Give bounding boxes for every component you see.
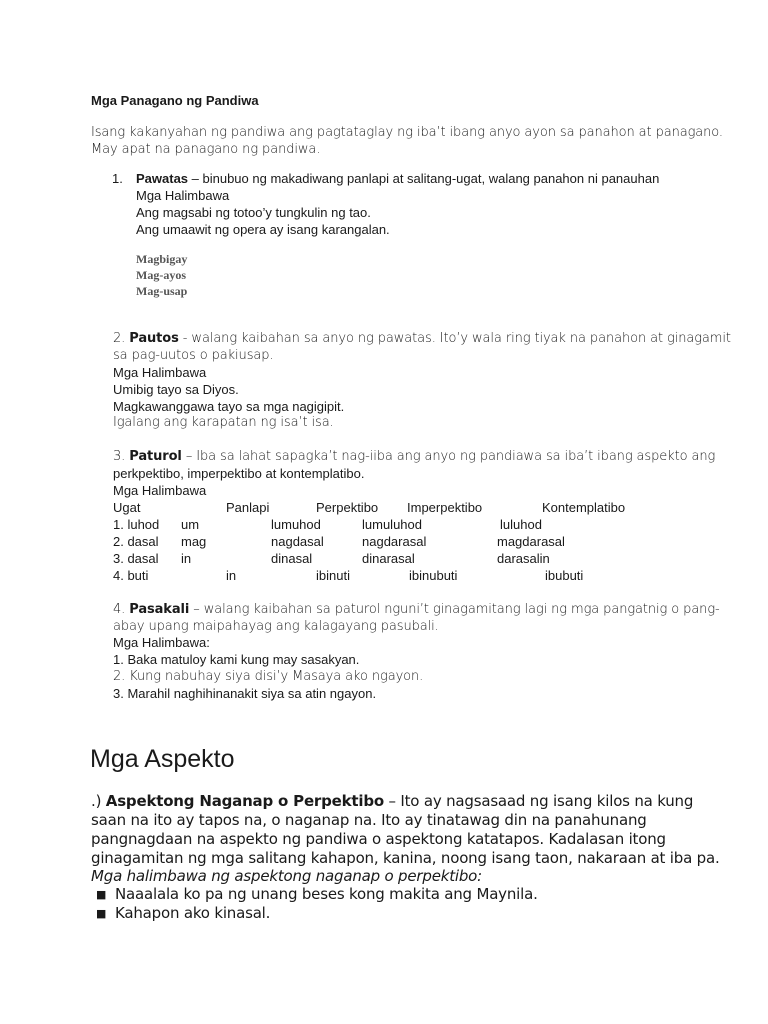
pawatas-number: 1. [112, 171, 123, 186]
table-cell: ibubuti [545, 568, 584, 583]
aspekto-term: Aspektong Naganap o Perpektibo [105, 792, 384, 810]
paturol-definition [113, 449, 715, 464]
table-cell: ibinuti [316, 568, 350, 583]
intro-line-1: Isang kakanyahan ng pandiwa ang pagtataglay ng iba’t ibang anyo ayon sa panahon at panagano. [91, 125, 723, 140]
pautos-definition-text: - walang kaibahan sa anyo ng pawatas. Ito’y wala ring tiyak na panahon at ginagamit [178, 331, 731, 346]
aspekto-prefix: .) [91, 792, 106, 810]
paturol-definition-text: – Iba sa lahat sapagka’t nag-iiba ang anyo ng pandiawa sa iba’t ibang aspekto ang [181, 449, 716, 464]
table-cell: lumuhod [271, 517, 321, 532]
pawatas-word-2: Mag-ayos [136, 268, 186, 282]
pautos-definition-2: sa pag-uutos o pakiusap. [113, 348, 274, 363]
table-cell: nagdasal [271, 534, 324, 549]
table-header-kontemplatibo: Kontemplatibo [542, 500, 626, 515]
table-cell: 1. luhod [113, 517, 160, 532]
pautos-examples-label: Mga Halimbawa [113, 365, 207, 380]
table-cell: dinarasal [362, 551, 415, 566]
table-cell: in [181, 551, 192, 566]
paturol-term: Paturol [129, 449, 182, 464]
aspekto-dash: – [383, 792, 401, 810]
aspekto-line-3: pangnagdaan na aspekto ng pandiwa o aspektong katatapos. Kadalasan itong [91, 830, 666, 848]
table-cell: dinasal [271, 551, 313, 566]
pawatas-definition [136, 171, 659, 186]
aspekto-bullet-2: Kahapon ako kinasal. [115, 904, 271, 922]
pasakali-number: 4. [113, 602, 130, 617]
pawatas-examples-label: Mga Halimbawa [136, 188, 230, 203]
aspekto-examples-label: Mga halimbawa ng aspektong naganap o perpektibo: [91, 867, 483, 885]
table-cell: darasalin [497, 551, 550, 566]
table-header-perpektibo: Perpektibo [316, 500, 379, 515]
intro-line-2: May apat na panagano ng pandiwa. [91, 142, 321, 157]
table-cell: mag [181, 534, 207, 549]
pawatas-word-1: Magbigay [136, 252, 188, 266]
table-cell: luluhod [500, 517, 542, 532]
aspekto-heading: Mga Aspekto [90, 745, 235, 773]
pasakali-definition-text: – walang kaibahan sa paturol nguni’t ginagamitang lagi ng mga pangatnig o pang- [189, 602, 720, 617]
pautos-example-1: Umibig tayo sa Diyos. [113, 382, 239, 397]
table-header-panlapi: Panlapi [226, 500, 270, 515]
pautos-definition [113, 331, 731, 346]
pawatas-term: Pawatas [136, 171, 189, 186]
paturol-examples-label: Mga Halimbawa [113, 483, 207, 498]
pasakali-definition [113, 602, 720, 617]
table-cell: nagdarasal [362, 534, 427, 549]
pawatas-definition-text: – binubuo ng makadiwang panlapi at salitang-ugat, walang panahon ni panauhan [188, 171, 660, 186]
page-title: Mga Panagano ng Pandiwa [91, 93, 259, 108]
table-cell: 3. dasal [113, 551, 159, 566]
aspekto-line-1 [91, 792, 693, 810]
table-cell: magdarasal [497, 534, 565, 549]
aspekto-line-1-text: Ito ay nagsasaad ng isang kilos na kung [400, 792, 694, 810]
table-header-ugat: Ugat [113, 500, 141, 515]
aspekto-bullet-1: Naaalala ko pa ng unang beses kong makita ang Maynila. [115, 885, 538, 903]
pasakali-example-2: 2. Kung nabuhay siya disi’y Masaya ako ngayon. [113, 669, 424, 684]
table-cell: 2. dasal [113, 534, 159, 549]
paturol-definition-2: perkpektibo, imperpektibo at kontemplatibo. [113, 466, 365, 481]
table-cell: ibinubuti [409, 568, 458, 583]
pautos-term: Pautos [129, 331, 179, 346]
pawatas-word-3: Mag-usap [136, 284, 188, 298]
bullet-icon: ■ [96, 888, 107, 901]
pautos-number: 2. [113, 331, 130, 346]
paturol-number: 3. [113, 449, 130, 464]
pawatas-example-1: Ang magsabi ng totoo’y tungkulin ng tao. [136, 205, 371, 220]
pasakali-definition-2: abay upang maipahayag ang kalagayang pasubali. [113, 619, 439, 634]
aspekto-line-4: ginagamitan ng mga salitang kahapon, kanina, noong isang taon, nakaraan at iba pa. [91, 849, 720, 867]
pautos-example-2: Magkawanggawa tayo sa mga nagigipit. [113, 399, 345, 414]
pautos-example-3: Igalang ang karapatan ng isa’t isa. [113, 415, 334, 430]
pasakali-examples-label: Mga Halimbawa: [113, 635, 210, 650]
table-header-imperpektibo: Imperpektibo [407, 500, 483, 515]
table-cell: 4. buti [113, 568, 149, 583]
bullet-icon: ■ [96, 907, 107, 920]
table-cell: um [181, 517, 200, 532]
pawatas-example-2: Ang umaawit ng opera ay isang karangalan. [136, 222, 390, 237]
pasakali-example-1: 1. Baka matuloy kami kung may sasakyan. [113, 652, 360, 667]
pasakali-example-3: 3. Marahil naghihinanakit siya sa atin ngayon. [113, 686, 377, 701]
pasakali-term: Pasakali [129, 602, 190, 617]
aspekto-line-2: saan na ito ay tapos na, o naganap na. Ito ay tinatawag din na panahunang [91, 811, 647, 829]
table-cell: lumuluhod [362, 517, 422, 532]
table-cell: in [226, 568, 237, 583]
